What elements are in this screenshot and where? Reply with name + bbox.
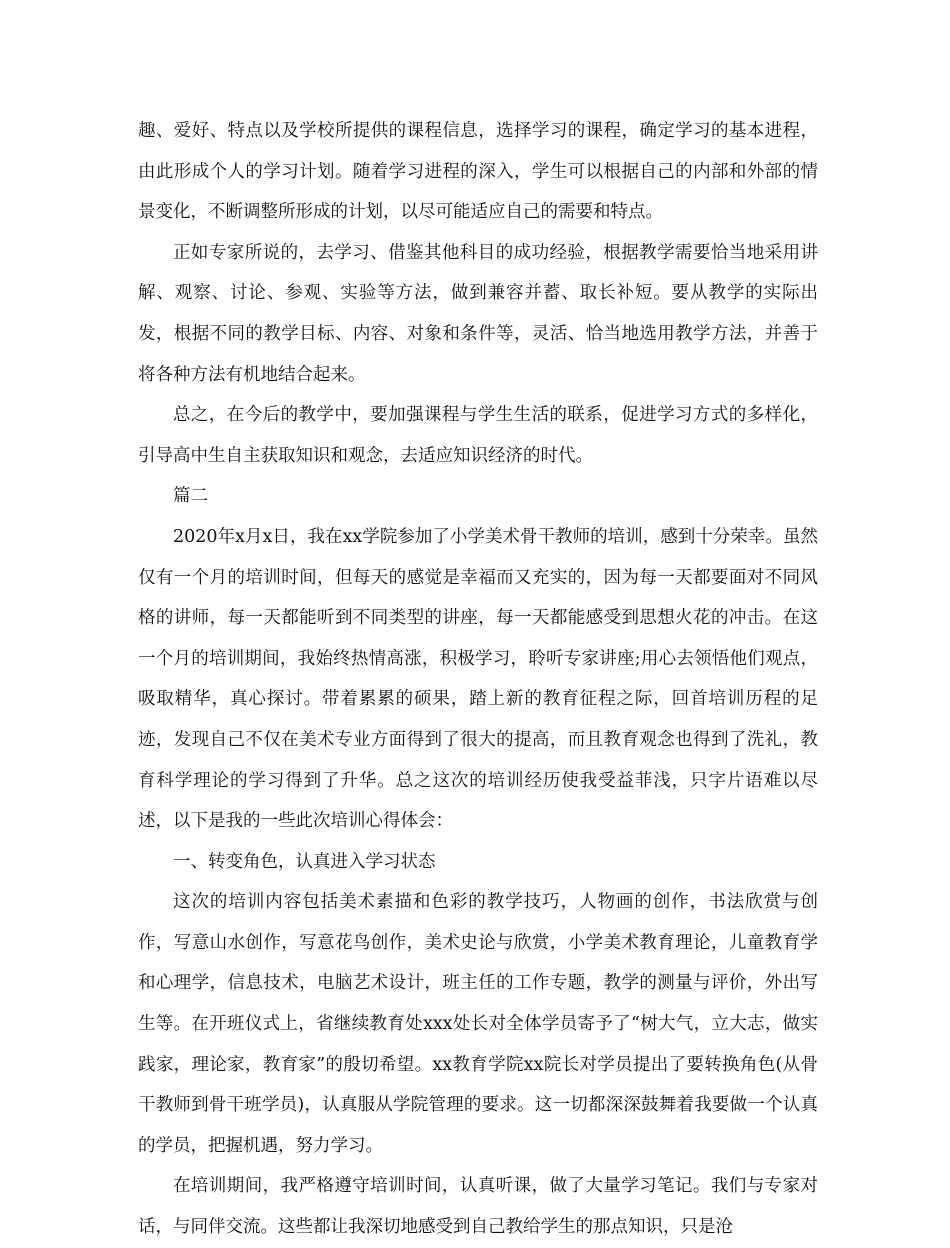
paragraph-training-period: 在培训期间，我严格遵守培训时间，认真听课，做了大量学习笔记。我们与专家对话，与同伴交流。这些都让我深切地感受到自己教给学生的那点知识，只是沧 xyxy=(138,1176,818,1238)
paragraph-training-content: 这次的培训内容包括美术素描和色彩的教学技巧，人物画的创作，书法欣赏与创作，写意山水创作，写意花鸟创作，美术史论与欣赏，小学美术教育理论，儿童教育学和心理学，信息技术，电脑艺术设计，班主任的工作专题，教学的测量与评价，外出写生等。在开班仪式上，省继续教育处xxx处长对全体学员寄予了“树大气，立大志，做实践家，理论家，教育家”的殷切希望。xx教育学院xx院长对学员提出了要转换角色(从骨干教师到骨干班学员)，认真服从学院管理的要求。这一切都深深鼓舞着我要做一个认真的学员，把握机遇，努力学习。 xyxy=(138,892,818,1156)
paragraph-training-intro: 2020年x月x日，我在xx学院参加了小学美术骨干教师的培训，感到十分荣幸。虽然仅有一个月的培训时间，但每天的感觉是幸福而又充实的，因为每一天都要面对不同风格的讲师，每一天都能听到不同类型的讲座，每一天都能感受到思想火花的冲击。在这一个月的培训期间，我始终热情高涨，积极学习，聆听专家讲座;用心去领悟他们观点，吸取精华，真心探讨。带着累累的硕果，踏上新的教育征程之际，回首培训历程的足迹，发现自己不仅在美术专业方面得到了很大的提高，而且教育观念也得到了洗礼，教育科学理论的学习得到了升华。总之这次的培训经历使我受益菲浅，只字片语难以尽述，以下是我的一些此次培训心得体会： xyxy=(138,526,818,832)
document-body xyxy=(138,111,818,1248)
paragraph-conclusion: 总之，在今后的教学中，要加强课程与学生生活的联系，促进学习方式的多样化，引导高中生自主获取知识和观念，去适应知识经济的时代。 xyxy=(138,405,818,466)
paragraph-expert-methods: 正如专家所说的，去学习、借鉴其他科目的成功经验，根据教学需要恰当地采用讲解、观察、讨论、参观、实验等方法，做到兼容并蓄、取长补短。要从教学的实际出发，根据不同的教学目标、内容、对象和条件等，灵活、恰当地选用教学方法，并善于将各种方法有机地结合起来。 xyxy=(138,242,818,385)
paragraph-continuation: 趣、爱好、特点以及学校所提供的课程信息，选择学习的课程，确定学习的基本进程，由此形成个人的学习计划。随着学习进程的深入，学生可以根据自己的内部和外部的情景变化，不断调整所形成的计划，以尽可能适应自己的需要和特点。 xyxy=(138,121,818,223)
subheading-role-change: 一、转变角色，认真进入学习状态 xyxy=(173,851,436,872)
section-heading-part-two: 篇二 xyxy=(173,486,208,507)
